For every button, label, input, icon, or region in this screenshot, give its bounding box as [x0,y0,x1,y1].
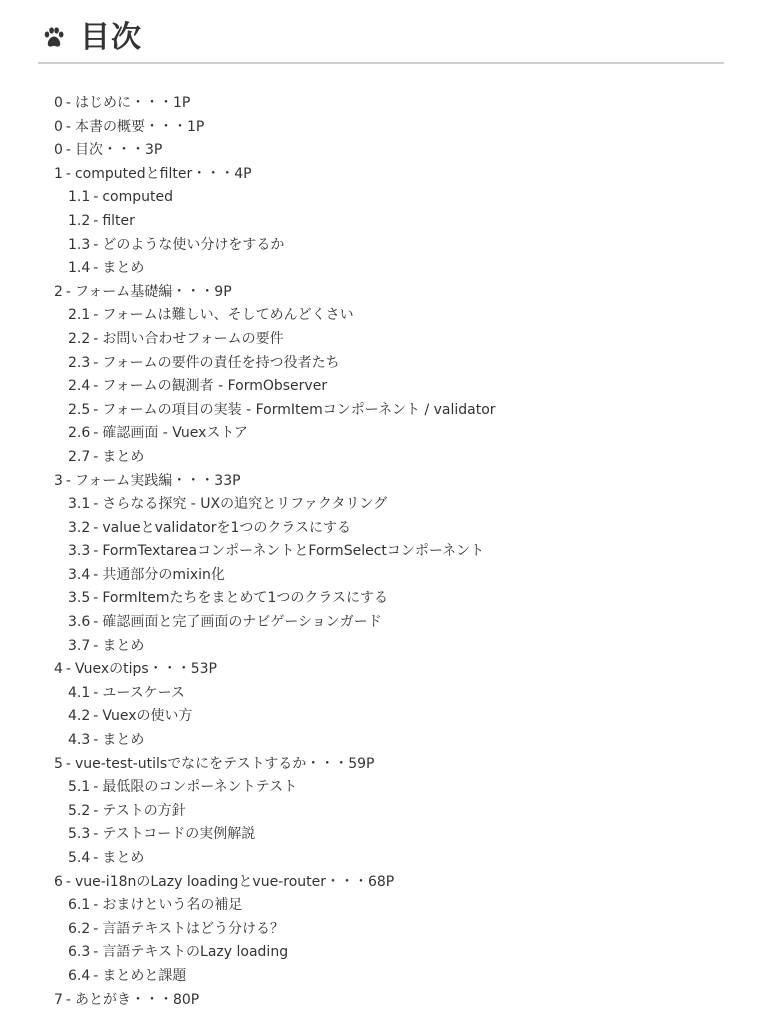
toc-subsection-item [54,894,496,918]
toc-item-number: 3.6 [68,614,91,631]
toc-item-separator: - [93,543,99,560]
toc-item-text: computed [102,189,173,206]
toc-item-text: まとめ [102,448,145,465]
toc-item-separator: - [93,401,99,418]
toc-item-text: まとめ [102,850,145,866]
toc-subsection-item [54,611,496,635]
toc-chapter-item [54,871,496,895]
toc-subsection-item [54,422,496,446]
toc-item-number: 1.1 [68,189,91,206]
toc-subsection-item [54,587,496,611]
toc-item-text: 最低限のコンポーネントテスト [102,779,298,796]
toc-subsection-item [54,186,496,210]
toc-item-separator: - [93,967,99,984]
toc-item-separator: - [93,566,99,583]
toc-item-number: 5 [54,755,63,772]
toc-item-text: computedとfilter・・・4P [74,165,252,182]
toc-item-number: 4.3 [68,732,91,749]
toc-item-text: まとめ [102,260,145,277]
toc-item-text: フォームは難しい、そしてめんどくさい [102,307,354,324]
toc-item-text: さらなる探究 - UXの追究とリファクタリング [102,496,388,513]
toc-item-separator: - [93,850,99,866]
toc-item-separator: - [65,95,71,111]
toc-item-text: まとめ [102,732,145,749]
toc-item-number: 2.4 [68,378,91,395]
toc-item-text: フォームの項目の実装 - FormItemコンポーネント / validator [102,401,496,418]
toc-item-separator: - [93,684,99,701]
toc-item-separator: - [65,142,71,159]
toc-item-separator: - [93,897,99,914]
toc-item-separator: - [93,590,99,607]
toc-item-separator: - [65,873,71,890]
toc-subsection-item [54,965,496,989]
toc-item-separator: - [93,330,99,347]
toc-subsection-item [54,352,496,376]
toc-subsection-item [54,517,496,541]
toc-subsection-item [54,918,496,942]
toc-item-number: 5.3 [68,826,91,843]
toc-item-number: 4.1 [68,684,91,701]
toc-item-separator: - [65,472,71,489]
toc-item-number: 1 [54,165,63,182]
toc-subsection-item [54,682,496,706]
toc-item-number: 3.2 [68,519,91,536]
toc-chapter-item [54,92,496,116]
toc-subsection-item [54,210,496,234]
toc-item-number: 1.3 [68,236,91,253]
toc-item-number: 2.1 [68,307,91,324]
toc-item-separator: - [93,802,99,819]
toc-item-text: 確認画面と完了画面のナビゲーションガード [102,614,382,631]
toc-item-separator: - [93,496,99,513]
toc-item-separator: - [93,637,99,654]
toc-item-separator: - [65,661,71,678]
toc-item-number: 6.1 [68,897,91,914]
toc-item-separator: - [93,944,99,961]
toc-item-text: vue-test-utilsでなにをテストするか・・・59P [74,755,375,772]
toc-subsection-item [54,800,496,824]
toc-header [38,14,724,64]
toc-item-separator: - [93,307,99,324]
toc-subsection-item [54,375,496,399]
toc-item-separator: - [93,708,99,725]
toc-item-text: ユースケース [102,684,185,701]
toc-item-text: 言語テキストのLazy loading [102,944,289,961]
toc-item-text: はじめに・・・1P [74,95,191,111]
toc-item-separator: - [65,165,71,182]
toc-item-text: FormItemたちをまとめて1つのクラスにする [102,590,388,607]
toc-item-text: どのような使い分けをするか [102,236,285,253]
toc-item-text: お問い合わせフォームの要件 [102,330,284,347]
toc-item-separator: - [93,260,99,277]
toc-subsection-item [54,234,496,258]
toc-item-number: 3.1 [68,496,91,513]
toc-item-text: あとがき・・・80P [74,991,200,1008]
toc-chapter-item [54,470,496,494]
toc-subsection-item [54,776,496,800]
toc-item-text: フォーム実践編・・・33P [74,472,241,489]
toc-item-number: 3.4 [68,566,91,583]
toc-item-text: まとめと課題 [102,967,187,984]
toc-item-separator: - [65,991,71,1008]
toc-item-separator: - [93,920,99,937]
toc-item-text: テストの方針 [102,802,186,819]
toc-item-number: 6 [54,873,63,890]
toc-subsection-item [54,729,496,753]
toc-item-number: 0 [54,142,63,159]
toc-item-text: 共通部分のmixin化 [102,566,225,583]
paw-icon [42,26,66,50]
toc-item-number: 5.4 [68,850,91,866]
toc-item-number: 2.3 [68,354,91,371]
toc-item-separator: - [93,212,99,229]
toc-item-number: 2.6 [68,425,91,442]
toc-item-separator: - [93,614,99,631]
toc-item-number: 6.3 [68,944,91,961]
toc-subsection-item [54,941,496,965]
toc-item-text: 確認画面 - Vuexストア [102,425,249,442]
toc-subsection-item [54,635,496,659]
toc-item-number: 5.2 [68,802,91,819]
toc-item-number: 3.3 [68,543,91,560]
toc-item-separator: - [65,755,71,772]
toc-chapter-item [54,753,496,777]
toc-subsection-item [54,446,496,470]
toc-chapter-item [54,658,496,682]
toc-item-number: 4 [54,661,63,678]
toc-item-number: 1.2 [68,212,91,229]
toc-item-number: 3.7 [68,637,91,654]
toc-subsection-item [54,399,496,423]
table-of-contents [54,92,496,1012]
toc-item-separator: - [93,732,99,749]
toc-item-text: フォームの要件の責任を持つ役者たち [102,354,340,371]
toc-item-separator: - [93,826,99,843]
toc-item-separator: - [65,283,71,300]
toc-subsection-item [54,328,496,352]
toc-subsection-item [54,564,496,588]
toc-item-text: 言語テキストはどう分ける？ [102,920,285,937]
toc-item-separator: - [93,425,99,442]
toc-item-text: 目次・・・3P [74,142,163,159]
toc-item-number: 4.2 [68,708,91,725]
toc-item-text: テストコードの実例解説 [102,826,256,843]
toc-subsection-item [54,304,496,328]
toc-item-number: 2.7 [68,448,91,465]
toc-item-separator: - [93,189,99,206]
toc-item-number: 3.5 [68,590,91,607]
toc-item-number: 2.2 [68,330,91,347]
toc-subsection-item [54,257,496,281]
page-title: 目次 [80,20,142,55]
toc-item-separator: - [93,236,99,253]
toc-chapter-item [54,116,496,140]
toc-item-text: filter [102,212,135,229]
toc-chapter-item [54,163,496,187]
toc-chapter-item [54,989,496,1013]
toc-item-text: フォームの観測者 - FormObserver [102,378,328,395]
toc-item-separator: - [93,354,99,371]
toc-item-text: Vuexのtips・・・53P [74,661,217,678]
toc-item-number: 6.2 [68,920,91,937]
toc-item-text: おまけという名の補足 [102,897,243,914]
toc-subsection-item [54,705,496,729]
toc-item-separator: - [65,118,71,135]
toc-item-text: valueとvalidatorを1つのクラスにする [102,519,351,536]
toc-item-text: フォーム基礎編・・・9P [74,283,232,300]
toc-item-number: 0 [54,118,63,135]
toc-item-number: 5.1 [68,779,91,796]
toc-item-text: 本書の概要・・・1P [74,118,205,135]
toc-item-text: FormTextareaコンポーネントとFormSelectコンポーネント [102,543,485,560]
toc-subsection-item [54,493,496,517]
toc-item-number: 2.5 [68,401,91,418]
toc-item-number: 2 [54,283,63,300]
toc-item-number: 3 [54,472,63,489]
toc-item-text: まとめ [102,637,145,654]
toc-item-number: 7 [54,991,63,1008]
toc-subsection-item [54,847,496,871]
toc-chapter-item [54,139,496,163]
toc-subsection-item [54,540,496,564]
toc-item-text: Vuexの使い方 [102,708,193,725]
toc-item-number: 0 [54,95,63,111]
toc-item-text: vue-i18nのLazy loadingとvue-router・・・68P [74,873,395,890]
toc-subsection-item [54,823,496,847]
toc-chapter-item [54,281,496,305]
toc-item-number: 6.4 [68,967,91,984]
toc-item-separator: - [93,378,99,395]
toc-item-separator: - [93,779,99,796]
toc-item-number: 1.4 [68,260,91,277]
toc-item-separator: - [93,519,99,536]
toc-item-separator: - [93,448,99,465]
